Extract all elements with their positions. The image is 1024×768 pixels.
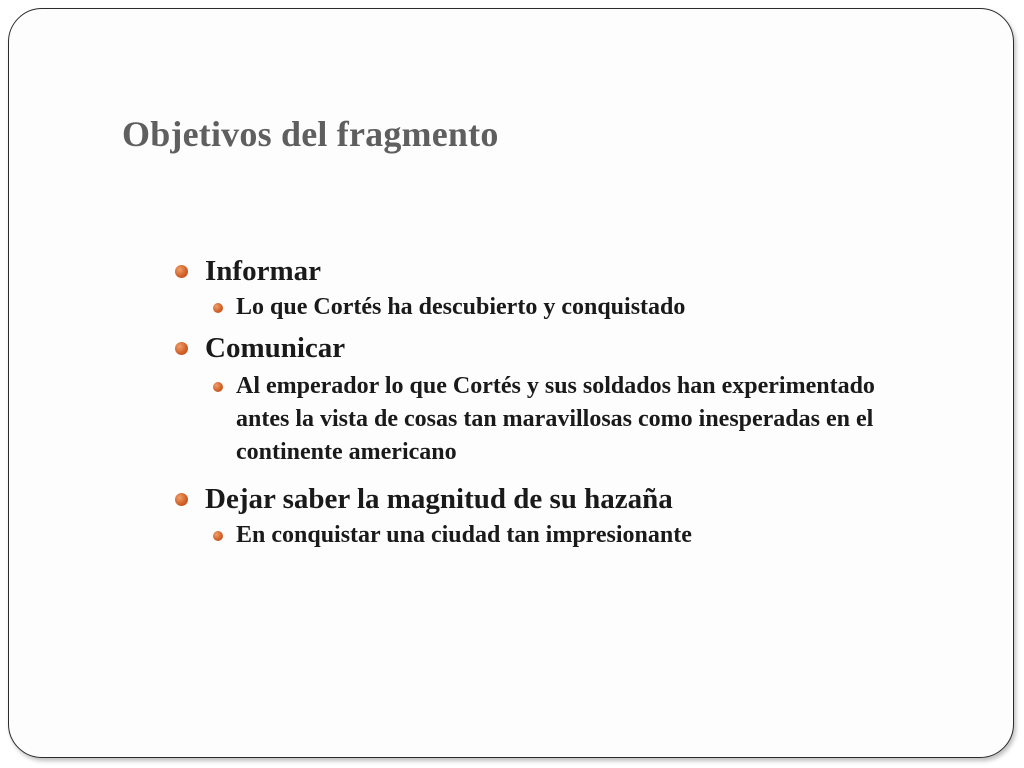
- sub-bullet-label: En conquistar una ciudad tan impresionante: [236, 522, 692, 548]
- sub-bullet-label: Lo que Cortés ha descubierto y conquistado: [236, 294, 686, 320]
- bullet-label: Comunicar: [205, 332, 346, 364]
- bullet-item-dejar-saber: [169, 481, 889, 517]
- sub-bullet-item: [169, 291, 889, 324]
- bullet-dot-icon: [213, 303, 223, 313]
- slide-frame: [8, 8, 1014, 758]
- bullet-dot-icon: [175, 493, 188, 506]
- bullet-list: [169, 253, 889, 552]
- bullet-dot-icon: [213, 531, 223, 541]
- slide-title: Objetivos del fragmento: [122, 114, 499, 154]
- bullet-dot-icon: [175, 265, 188, 278]
- bullet-dot-icon: [175, 342, 188, 355]
- bullet-label: Informar: [205, 255, 321, 287]
- bullet-item-informar: [169, 253, 889, 289]
- sub-bullet-item: [169, 519, 889, 552]
- bullet-label: Dejar saber la magnitud de su hazaña: [205, 483, 673, 515]
- bullet-item-comunicar: [169, 330, 889, 366]
- sub-bullet-item: [169, 370, 889, 469]
- sub-bullet-label: Al emperador lo que Cortés y sus soldados han experimentado antes la vista de cosas tan maravillosas como inesperadas en el continente americano: [236, 373, 875, 465]
- bullet-dot-icon: [213, 382, 223, 392]
